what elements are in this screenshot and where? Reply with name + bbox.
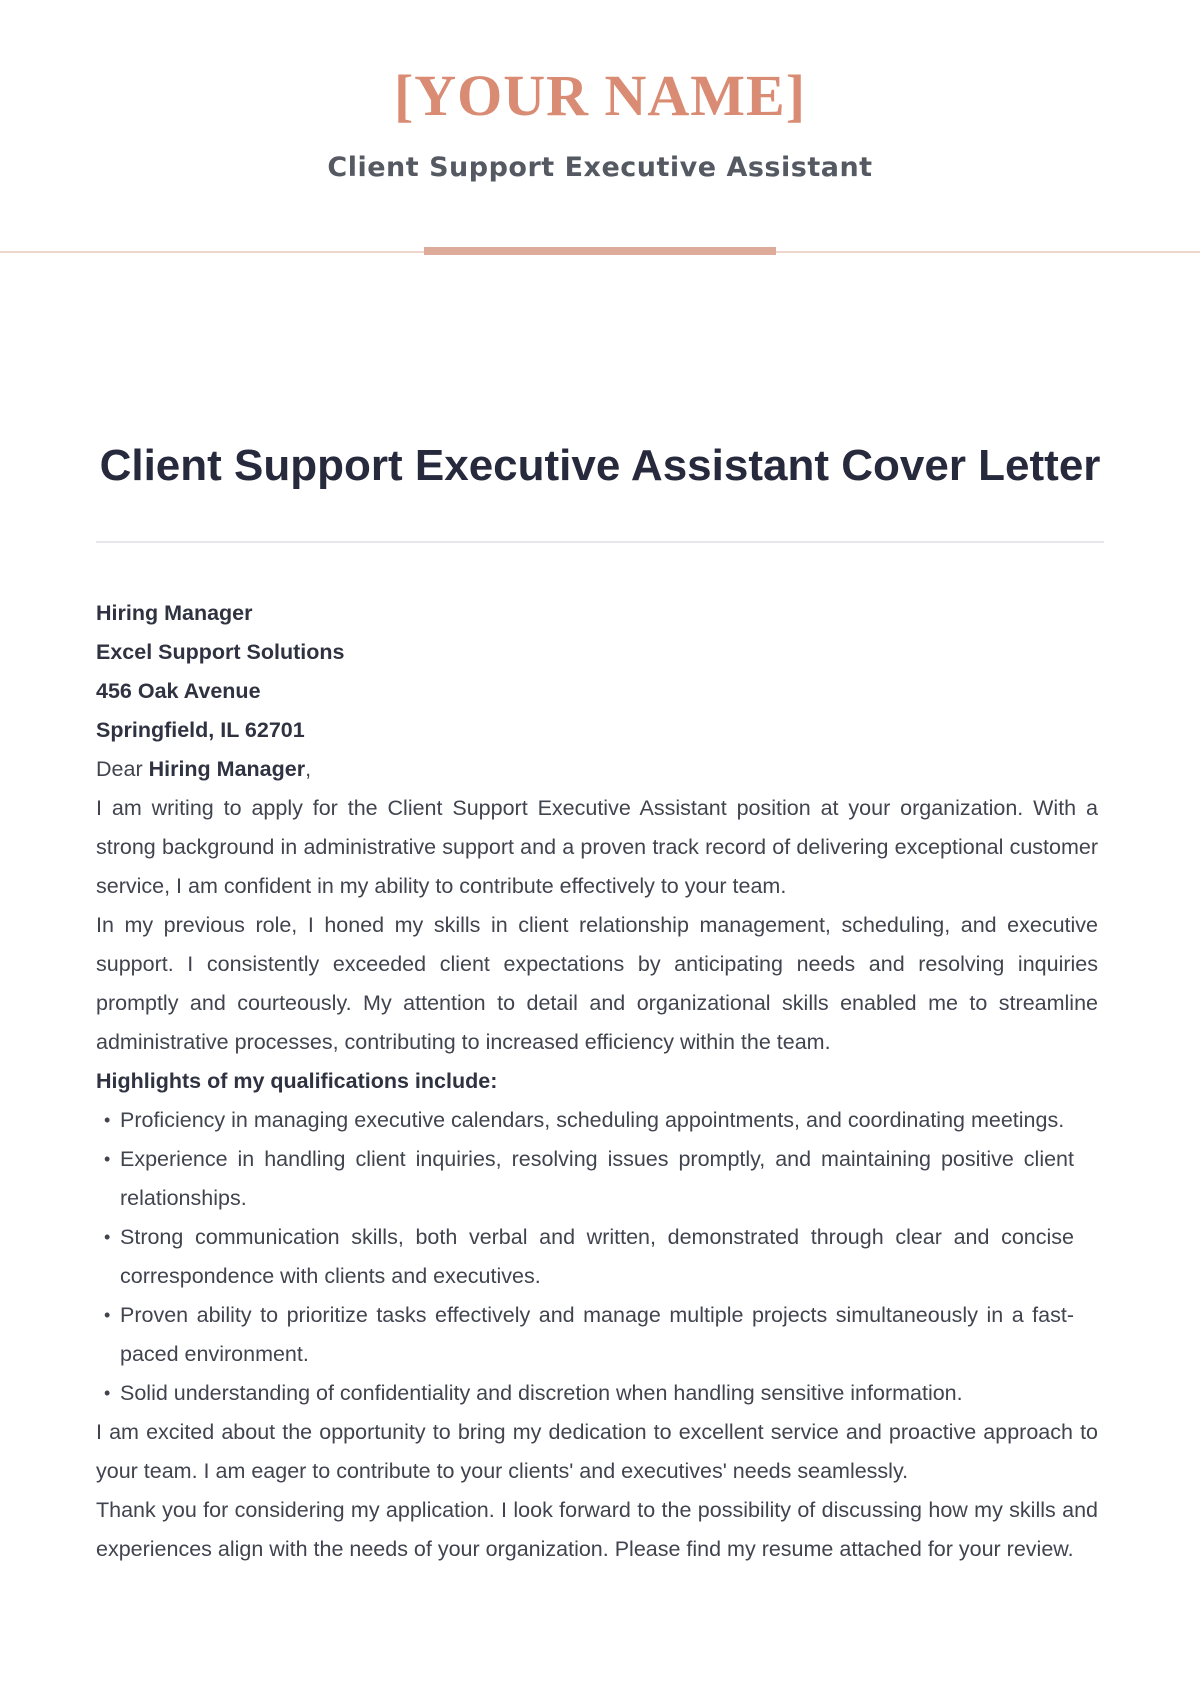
recipient-company: Excel Support Solutions xyxy=(96,640,345,664)
paragraph-thanks: Thank you for considering my application. I look forward to the possibility of discussing how my skills and experiences align with the needs of your organization. Please find my resume attached for your review. xyxy=(96,1498,1098,1561)
paragraph-experience: In my previous role, I honed my skills in client relationship management, scheduling, and executive support. I consistently exceeded client expectations by anticipating needs and resolving inquiries promptly and courteously. My attention to detail and organizational skills enabled me to streamline administrative processes, contributing to increased efficiency within the team. xyxy=(96,913,1098,1054)
document-title: Client Support Executive Assistant Cover Letter xyxy=(99,441,1101,490)
applicant-name: [YOUR NAME] xyxy=(393,63,807,128)
list-item xyxy=(96,1101,1098,1140)
list-item-text: Solid understanding of confidentiality and discretion when handling sensitive information. xyxy=(120,1381,963,1405)
bullet-icon: • xyxy=(104,1305,111,1325)
greeting xyxy=(96,750,1098,789)
bullet-icon: • xyxy=(104,1383,111,1403)
paragraph-closing: I am excited about the opportunity to bring my dedication to excellent service and proactive approach to your team. I am eager to contribute to your clients' and executives' needs seamlessly. xyxy=(96,1420,1098,1483)
list-item xyxy=(96,1140,1098,1218)
list-item xyxy=(96,1218,1098,1296)
greeting-name: Hiring Manager xyxy=(148,757,306,781)
bullet-icon: • xyxy=(104,1149,111,1169)
letterhead xyxy=(0,0,1200,260)
list-item-text: Proficiency in managing executive calendars, scheduling appointments, and coordinating meetings. xyxy=(120,1108,1065,1132)
list-item-text: Experience in handling client inquiries, resolving issues promptly, and maintaining positive client relationships. xyxy=(120,1147,1074,1210)
bullet-icon: • xyxy=(104,1110,111,1130)
letter-body xyxy=(96,594,1098,1569)
highlights-heading: Highlights of my qualifications include: xyxy=(96,1069,498,1093)
greeting-suffix: , xyxy=(305,757,312,781)
recipient-title: Hiring Manager xyxy=(96,601,253,625)
recipient-street: 456 Oak Avenue xyxy=(96,679,261,703)
list-item-text: Proven ability to prioritize tasks effectively and manage multiple projects simultaneously in a fast-paced environment. xyxy=(120,1303,1074,1366)
paragraph-intro: I am writing to apply for the Client Support Executive Assistant position at your organization. With a strong background in administrative support and a proven track record of delivering exceptional customer service, I am confident in my ability to contribute effectively to your team. xyxy=(96,796,1098,898)
header-accent-bar xyxy=(424,247,776,255)
bullet-icon: • xyxy=(104,1227,111,1247)
list-item xyxy=(96,1374,1098,1413)
highlights-list xyxy=(96,1101,1098,1413)
recipient-city: Springfield, IL 62701 xyxy=(96,718,305,742)
title-divider xyxy=(96,541,1104,543)
list-item xyxy=(96,1296,1098,1374)
list-item-text: Strong communication skills, both verbal and written, demonstrated through clear and concise correspondence with clients and executives. xyxy=(120,1225,1074,1288)
greeting-prefix: Dear xyxy=(96,757,149,781)
applicant-job-title: Client Support Executive Assistant xyxy=(327,152,873,183)
